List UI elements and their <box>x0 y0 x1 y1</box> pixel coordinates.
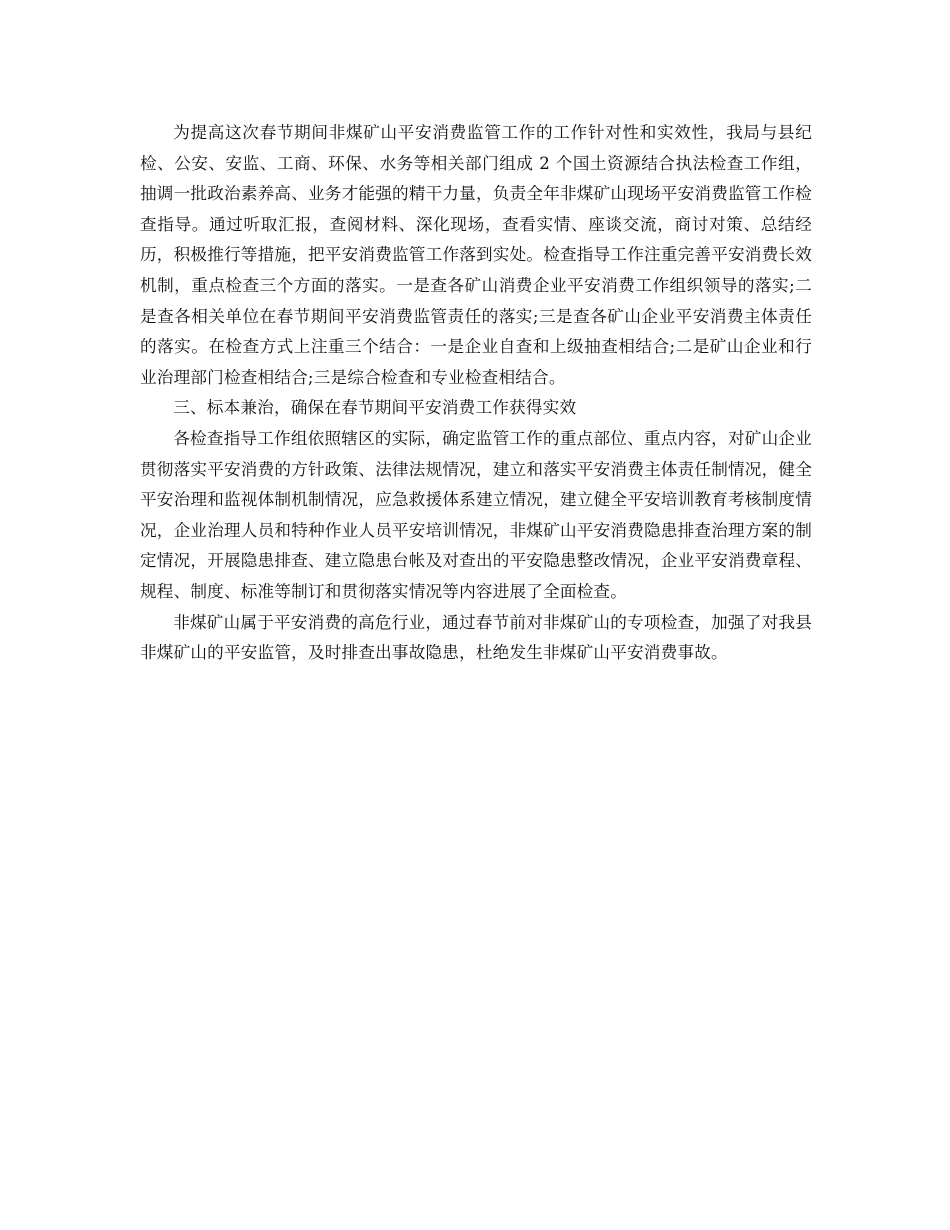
section-heading-three: 三、标本兼治，确保在春节期间平安消费工作获得实效 <box>173 398 577 418</box>
paragraph-inspection-content: 各检查指导工作组依照辖区的实际，确定监管工作的重点部位、重点内容，对矿山企业贯彻落实平安消费的方针政策、法律法规情况，建立和落实平安消费主体责任制情况，健全平安治理和监视体制机制情况，应急救援体系建立情况，建立健全平安培训教育考核制度情况，企业治理人员和特种作业人员平安培训情况，非煤矿山平安消费隐患排查治理方案的制定情况，开展隐患排查、建立隐患台帐及对查出的平安隐患整改情况，企业平安消费章程、规程、制度、标准等制订和贯彻落实情况等内容进展了全面检查。 <box>140 428 812 601</box>
paragraph-inspection-work: 为提高这次春节期间非煤矿山平安消费监管工作的工作针对性和实效性，我局与县纪检、公安、安监、工商、环保、水务等相关部门组成 2 个国土资源结合执法检查工作组，抽调一批政治素养高、业务才能强的精干力量，负责全年非煤矿山现场平安消费监管工作检查指导。通过听取汇报，查阅材料、深化现场，查看实情、座谈交流，商讨对策、总结经历，积极推行等措施，把平安消费监管工作落到实处。检查指导工作注重完善平安消费长效机制，重点检查三个方面的落实。一是查各矿山消费企业平安消费工作组织领导的落实;二是查各相关单位在春节期间平安消费监管责任的落实;三是查各矿山企业平安消费主体责任的落实。在检查方式上注重三个结合：一是企业自查和上级抽查相结合;二是矿山企业和行业治理部门检查相结合;三是综合检查和专业检查相结合。 <box>140 123 812 387</box>
paragraph-conclusion: 非煤矿山属于平安消费的高危行业，通过春节前对非煤矿山的专项检查，加强了对我县非煤矿山的平安监管，及时排查出事故隐患，杜绝发生非煤矿山平安消费事故。 <box>140 612 812 663</box>
document-body <box>140 118 812 669</box>
